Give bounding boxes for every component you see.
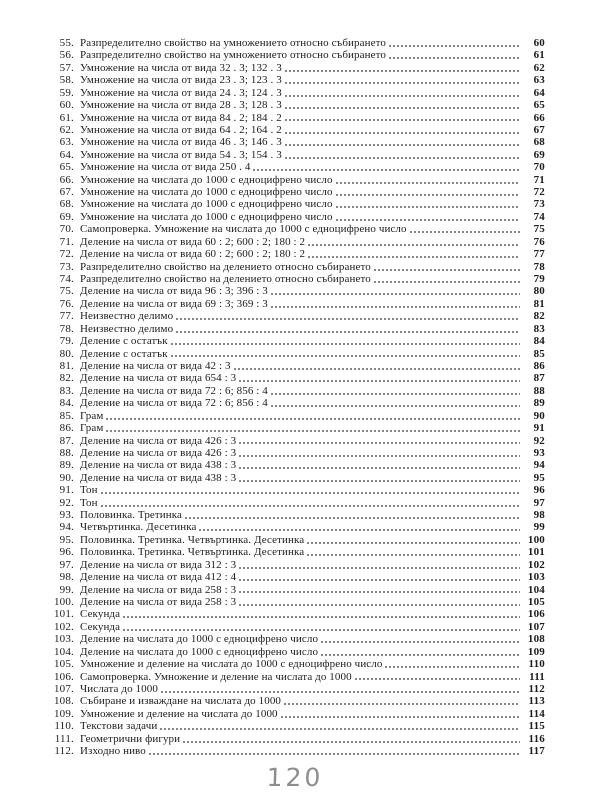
toc-entry	[45, 323, 545, 335]
entry-number: 71.	[59, 235, 74, 248]
entry-title: Самопроверка. Умножение на числата до 1000 с едноцифрено число	[80, 223, 407, 236]
entry-page-number: 84	[533, 335, 545, 348]
dot-leader	[175, 331, 520, 333]
entry-number: 61.	[59, 111, 74, 124]
dot-leader	[307, 244, 520, 246]
toc-entry	[45, 298, 545, 310]
entry-title: Разпределително свойство на умножението относно събирането	[80, 37, 386, 49]
toc-entry	[45, 261, 545, 273]
dot-leader	[284, 119, 520, 121]
toc-entry	[45, 509, 545, 521]
entry-page-number: 78	[533, 260, 545, 273]
toc-entry	[45, 472, 545, 484]
entry-title: Разпределително свойство на делението относно събирането	[80, 273, 371, 286]
toc-entry	[45, 646, 545, 658]
dot-leader	[335, 206, 520, 208]
entry-page-number: 90	[533, 409, 545, 422]
entry-title: Умножение на числа от вида 32 . 3; 132 . 3	[80, 61, 282, 74]
entry-title: Умножение и деление на числата до 1000 с едноцифрено число	[80, 658, 383, 671]
entry-page-number: 72	[533, 186, 545, 199]
dot-leader	[280, 716, 520, 718]
dot-leader	[373, 281, 520, 283]
entry-number: 105.	[53, 658, 74, 671]
toc-entry	[45, 459, 545, 471]
entry-title: Половинка. Третинка. Четвъртинка. Десетинка	[80, 546, 305, 559]
dot-leader	[306, 542, 520, 544]
toc-entry	[45, 385, 545, 397]
toc-entry	[45, 161, 545, 173]
dot-leader	[100, 492, 520, 494]
entry-title: Деление на числа от вида 426 : 3	[80, 434, 237, 447]
dot-leader	[320, 654, 520, 656]
toc-entry	[45, 136, 545, 148]
toc-entry	[45, 497, 545, 509]
entry-page-number: 110	[528, 658, 545, 671]
entry-number: 67.	[59, 186, 74, 199]
entry-number: 102.	[53, 620, 74, 633]
entry-title: Деление с остатък	[80, 335, 168, 348]
entry-title: Деление на числа от вида 654 : 3	[80, 372, 237, 385]
entry-page-number: 114	[528, 707, 545, 720]
entry-page-number: 62	[533, 61, 545, 74]
entry-title: Половинка. Третинка	[80, 509, 183, 522]
toc-entry	[45, 49, 545, 61]
entry-page-number: 113	[528, 695, 545, 708]
entry-number: 92.	[59, 496, 74, 509]
toc-entry	[45, 335, 545, 347]
entry-number: 103.	[53, 633, 74, 646]
entry-number: 60.	[59, 99, 74, 112]
entry-number: 83.	[59, 384, 74, 397]
entry-page-number: 75	[533, 223, 545, 236]
entry-page-number: 102	[527, 558, 545, 571]
entry-title: Умножение на числата до 1000 с едноцифрено число	[80, 186, 333, 199]
toc-entry	[45, 348, 545, 360]
entry-title: Неизвестно делимо	[80, 322, 174, 335]
dot-leader	[238, 567, 520, 569]
toc-entry	[45, 236, 545, 248]
entry-number: 68.	[59, 198, 74, 211]
entry-page-number: 79	[533, 273, 545, 286]
entry-page-number: 115	[528, 720, 545, 733]
entry-number: 96.	[59, 546, 74, 559]
dot-leader	[170, 355, 520, 357]
entry-number: 76.	[59, 297, 74, 310]
entry-number: 111.	[54, 732, 74, 745]
entry-title: Грам	[80, 422, 104, 435]
entry-title: Четвъртинка. Десетинка	[80, 521, 197, 534]
entry-page-number: 103	[527, 571, 545, 584]
entry-title: Умножение на числа от вида 23 . 3; 123 . 3	[80, 74, 282, 87]
entry-number: 86.	[59, 422, 74, 435]
entry-number: 82.	[59, 372, 74, 385]
entry-page-number: 98	[533, 509, 545, 522]
entry-page-number: 96	[533, 484, 545, 497]
entry-number: 81.	[59, 359, 74, 372]
entry-number: 66.	[59, 173, 74, 186]
entry-title: Събиране и изваждане на числата до 1000	[80, 695, 282, 708]
dot-leader	[283, 703, 520, 705]
toc-entry	[45, 124, 545, 136]
toc-entry	[45, 521, 545, 533]
entry-title: Умножение на числа от вида 54 . 3; 154 . 3	[80, 148, 282, 161]
toc-entry	[45, 435, 545, 447]
entry-number: 95.	[59, 533, 74, 546]
toc-entry	[45, 62, 545, 74]
toc-entry	[45, 559, 545, 571]
toc-entry	[45, 422, 545, 434]
entry-page-number: 109	[527, 645, 545, 658]
toc-entry	[45, 285, 545, 297]
entry-title: Разпределително свойство на делението относно събирането	[80, 260, 371, 273]
dot-leader	[270, 293, 520, 295]
entry-title: Деление на числа от вида 60 : 2; 600 : 2; 180 : 2	[80, 248, 306, 261]
entry-title: Грам	[80, 409, 104, 422]
toc-entry	[45, 211, 545, 223]
dot-leader	[284, 95, 520, 97]
toc-entry	[45, 546, 545, 558]
entry-title: Секунда	[80, 620, 121, 633]
toc-entry	[45, 683, 545, 695]
entry-number: 104.	[53, 645, 74, 658]
entry-number: 69.	[59, 210, 74, 223]
entry-page-number: 74	[533, 210, 545, 223]
entry-page-number: 93	[533, 446, 545, 459]
dot-leader	[307, 256, 520, 258]
dot-leader	[238, 480, 520, 482]
dot-leader	[270, 393, 520, 395]
dot-leader	[122, 616, 520, 618]
entry-title: Разпределително свойство на умножението относно събирането	[80, 49, 386, 62]
dot-leader	[198, 529, 520, 531]
entry-title: Деление на числа от вида 42 : 3	[80, 359, 231, 372]
dot-leader	[184, 517, 520, 519]
dot-leader	[284, 132, 520, 134]
entry-number: 93.	[59, 509, 74, 522]
toc-entry	[45, 186, 545, 198]
dot-leader	[320, 641, 520, 643]
entry-page-number: 69	[533, 148, 545, 161]
entry-number: 89.	[59, 459, 74, 472]
entry-number: 84.	[59, 397, 74, 410]
toc-entry	[45, 671, 545, 683]
entry-number: 98.	[59, 571, 74, 584]
dot-leader	[100, 505, 520, 507]
toc-entry	[45, 273, 545, 285]
dot-leader	[122, 629, 520, 631]
toc-entry	[45, 87, 545, 99]
entry-page-number: 82	[533, 310, 545, 323]
entry-number: 110.	[54, 720, 74, 733]
toc-entry	[45, 360, 545, 372]
dot-leader	[284, 107, 520, 109]
entry-title: Деление на числа от вида 258 : 3	[80, 595, 237, 608]
entry-title: Секунда	[80, 608, 121, 621]
entry-number: 85.	[59, 409, 74, 422]
entry-page-number: 70	[533, 161, 545, 174]
toc-entry	[45, 248, 545, 260]
entry-number: 78.	[59, 322, 74, 335]
entry-title: Деление на числата до 1000 с едноцифрено число	[80, 645, 319, 658]
entry-number: 75.	[59, 285, 74, 298]
toc-entry	[45, 534, 545, 546]
entry-page-number: 83	[533, 322, 545, 335]
dot-leader	[284, 157, 520, 159]
dot-leader	[238, 442, 520, 444]
entry-page-number: 73	[533, 198, 545, 211]
entry-number: 62.	[59, 123, 74, 136]
toc-entry	[45, 397, 545, 409]
entry-page-number: 97	[533, 496, 545, 509]
dot-leader	[238, 591, 520, 593]
entry-page-number: 68	[533, 136, 545, 149]
entry-title: Умножение на числата до 1000 с едноцифрено число	[80, 173, 333, 186]
entry-title: Деление на числа от вида 69 : 3; 369 : 3	[80, 297, 268, 310]
entry-title: Деление на числата до 1000 с едноцифрено число	[80, 633, 319, 646]
dot-leader	[159, 728, 520, 730]
entry-number: 94.	[59, 521, 74, 534]
toc-entry	[45, 720, 545, 732]
dot-leader	[238, 579, 520, 581]
entry-page-number: 60	[533, 37, 545, 49]
toc-entry	[45, 621, 545, 633]
entry-number: 74.	[59, 273, 74, 286]
entry-title: Геометрични фигури	[80, 732, 181, 745]
entry-number: 109.	[53, 707, 74, 720]
entry-page-number: 87	[533, 372, 545, 385]
entry-page-number: 85	[533, 347, 545, 360]
entry-title: Умножение на числа от вида 24 . 3; 124 . 3	[80, 86, 282, 99]
entry-page-number: 67	[533, 123, 545, 136]
entry-title: Деление с остатък	[80, 347, 168, 360]
entry-title: Тон	[80, 484, 98, 497]
dot-leader	[105, 418, 520, 420]
entry-title: Деление на числа от вида 96 : 3; 396 : 3	[80, 285, 268, 298]
dot-leader	[270, 405, 520, 407]
dot-leader	[148, 753, 520, 755]
entry-title: Изходно ниво	[80, 745, 146, 758]
entry-number: 100.	[53, 595, 74, 608]
entry-number: 59.	[59, 86, 74, 99]
entry-page-number: 76	[533, 235, 545, 248]
entry-number: 107.	[53, 682, 74, 695]
dot-leader	[238, 380, 520, 382]
entry-number: 63.	[59, 136, 74, 149]
entry-number: 77.	[59, 310, 74, 323]
toc-entry	[45, 584, 545, 596]
entry-number: 99.	[59, 583, 74, 596]
toc-entry	[45, 410, 545, 422]
dot-leader	[270, 306, 520, 308]
entry-title: Деление на числа от вида 438 : 3	[80, 459, 237, 472]
entry-title: Умножение и деление на числата до 1000	[80, 707, 278, 720]
entry-page-number: 111	[529, 670, 545, 683]
entry-page-number: 101	[527, 546, 545, 559]
entry-title: Деление на числа от вида 60 : 2; 600 : 2; 180 : 2	[80, 235, 306, 248]
dot-leader	[252, 169, 520, 171]
toc-entry	[45, 695, 545, 707]
toc-entry	[45, 608, 545, 620]
entry-number: 79.	[59, 335, 74, 348]
dot-leader	[284, 144, 520, 146]
entry-page-number: 64	[533, 86, 545, 99]
entry-page-number: 116	[528, 732, 545, 745]
dot-leader	[175, 318, 520, 320]
entry-page-number: 88	[533, 384, 545, 397]
toc-entry	[45, 198, 545, 210]
dot-leader	[238, 467, 520, 469]
dot-leader	[388, 57, 520, 59]
toc-entry	[45, 37, 545, 49]
entry-number: 72.	[59, 248, 74, 261]
toc-entry	[45, 708, 545, 720]
entry-title: Тон	[80, 496, 98, 509]
entry-page-number: 63	[533, 74, 545, 87]
entry-title: Деление на числа от вида 426 : 3	[80, 446, 237, 459]
entry-number: 112.	[54, 745, 74, 758]
entry-title: Деление на числа от вида 72 : 6; 856 : 4	[80, 397, 268, 410]
entry-number: 56.	[59, 49, 74, 62]
dot-leader	[105, 430, 520, 432]
entry-number: 101.	[53, 608, 74, 621]
entry-page-number: 65	[533, 99, 545, 112]
toc-list	[45, 37, 545, 757]
entry-title: Умножение на числата до 1000 с едноцифрено число	[80, 198, 333, 211]
entry-page-number: 106	[527, 608, 545, 621]
entry-page-number: 92	[533, 434, 545, 447]
dot-leader	[238, 455, 520, 457]
toc-entry	[45, 74, 545, 86]
toc-entry	[45, 733, 545, 745]
entry-page-number: 89	[533, 397, 545, 410]
entry-number: 91.	[59, 484, 74, 497]
entry-title: Деление на числа от вида 312 : 3	[80, 558, 237, 571]
entry-page-number: 107	[527, 620, 545, 633]
entry-title: Неизвестно делимо	[80, 310, 174, 323]
dot-leader	[160, 691, 520, 693]
entry-title: Деление на числа от вида 72 : 6; 856 : 4	[80, 384, 268, 397]
toc-entry	[45, 174, 545, 186]
entry-number: 87.	[59, 434, 74, 447]
entry-title: Половинка. Третинка. Четвъртинка. Десетинка	[80, 533, 305, 546]
toc-entry	[45, 596, 545, 608]
entry-title: Умножение на числа от вида 64 . 2; 164 . 2	[80, 123, 282, 136]
entry-page-number: 81	[533, 297, 545, 310]
toc-entry	[45, 99, 545, 111]
entry-page-number: 66	[533, 111, 545, 124]
dot-leader	[233, 368, 520, 370]
dot-leader	[409, 231, 520, 233]
entry-number: 55.	[59, 37, 74, 49]
entry-page-number: 86	[533, 359, 545, 372]
entry-number: 65.	[59, 161, 74, 174]
dot-leader	[354, 678, 520, 680]
entry-page-number: 77	[533, 248, 545, 261]
entry-page-number: 94	[533, 459, 545, 472]
toc-entry	[45, 571, 545, 583]
entry-number: 58.	[59, 74, 74, 87]
entry-title: Умножение на числа от вида 28 . 3; 128 . 3	[80, 99, 282, 112]
dot-leader	[284, 82, 520, 84]
entry-page-number: 71	[533, 173, 545, 186]
entry-page-number: 105	[527, 595, 545, 608]
toc-entry	[45, 658, 545, 670]
entry-number: 70.	[59, 223, 74, 236]
dot-leader	[170, 343, 520, 345]
entry-number: 108.	[53, 695, 74, 708]
dot-leader	[335, 182, 520, 184]
toc-entry	[45, 149, 545, 161]
entry-page-number: 108	[527, 633, 545, 646]
dot-leader	[306, 554, 520, 556]
entry-title: Деление на числа от вида 412 : 4	[80, 571, 237, 584]
dot-leader	[373, 269, 520, 271]
toc-entry	[45, 112, 545, 124]
dot-leader	[284, 70, 520, 72]
dot-leader	[388, 45, 520, 47]
toc-entry	[45, 633, 545, 645]
toc-entry	[45, 310, 545, 322]
dot-leader	[238, 604, 520, 606]
entry-title: Самопроверка. Умножение и деление на числата до 1000	[80, 670, 352, 683]
entry-page-number: 80	[533, 285, 545, 298]
entry-title: Умножение на числата до 1000 с едноцифрено число	[80, 210, 333, 223]
entry-title: Умножение на числа от вида 250 . 4	[80, 161, 251, 174]
entry-title: Деление на числа от вида 258 : 3	[80, 583, 237, 596]
entry-page-number: 104	[527, 583, 545, 596]
entry-number: 64.	[59, 148, 74, 161]
toc-entry	[45, 484, 545, 496]
entry-number: 80.	[59, 347, 74, 360]
entry-number: 106.	[53, 670, 74, 683]
entry-title: Умножение на числа от вида 46 . 3; 146 . 3	[80, 136, 282, 149]
entry-page-number: 95	[533, 471, 545, 484]
entry-number: 90.	[59, 471, 74, 484]
entry-number: 57.	[59, 61, 74, 74]
toc-entry	[45, 447, 545, 459]
toc-entry	[45, 745, 545, 757]
dot-leader	[335, 219, 520, 221]
entry-title: Деление на числа от вида 438 : 3	[80, 471, 237, 484]
entry-page-number: 99	[533, 521, 545, 534]
dot-leader	[335, 194, 520, 196]
entry-page-number: 91	[533, 422, 545, 435]
entry-number: 97.	[59, 558, 74, 571]
toc-entry	[45, 372, 545, 384]
handwritten-page-number: 120	[266, 763, 324, 792]
entry-title: Текстови задачи	[80, 720, 158, 733]
entry-number: 73.	[59, 260, 74, 273]
toc-entry	[45, 223, 545, 235]
entry-title: Умножение на числа от вида 84 . 2; 184 . 2	[80, 111, 282, 124]
entry-page-number: 61	[533, 49, 545, 62]
dot-leader	[384, 666, 520, 668]
entry-page-number: 117	[528, 745, 545, 758]
entry-page-number: 100	[527, 533, 545, 546]
entry-page-number: 112	[528, 682, 545, 695]
entry-number: 88.	[59, 446, 74, 459]
dot-leader	[182, 741, 520, 743]
entry-title: Числата до 1000	[80, 682, 158, 695]
